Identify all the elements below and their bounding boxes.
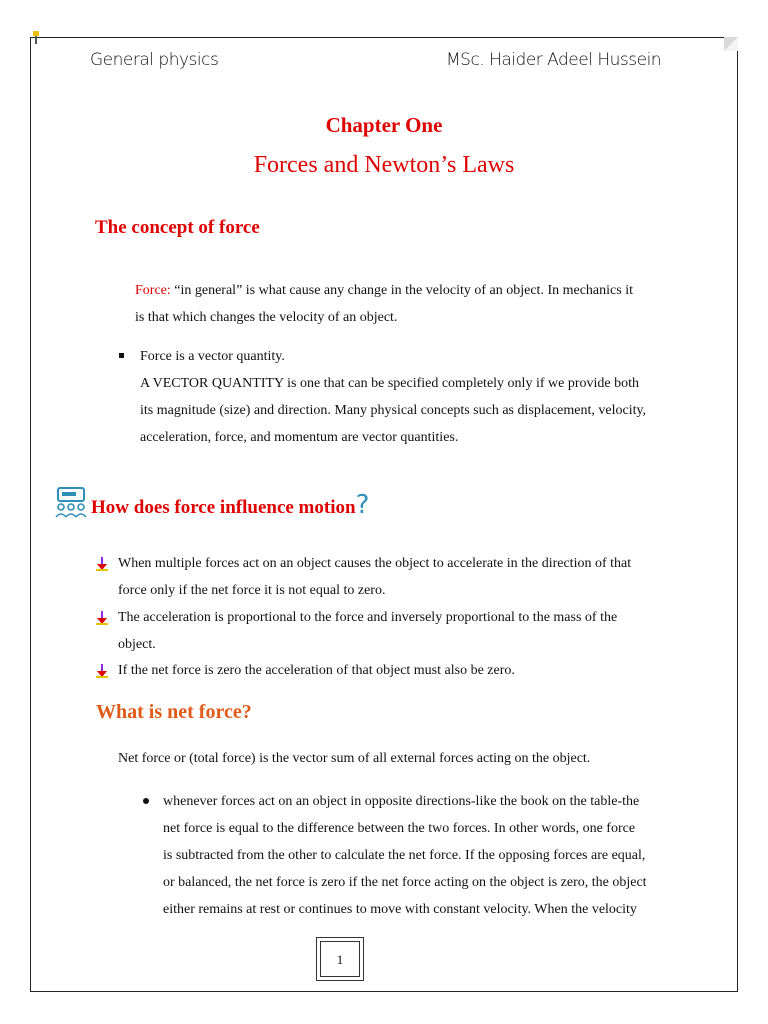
motion-item-1-line2: force only if the net force it is not equal to zero.	[118, 583, 386, 598]
arrow-bullet-icon	[96, 611, 108, 625]
vector-quantity-bullet	[140, 343, 680, 451]
net-force-line1: whenever forces act on an object in opposite directions-like the book on the table-the	[163, 794, 640, 809]
pin-icon	[32, 31, 40, 45]
header-course-title: General physics	[90, 50, 219, 70]
square-bullet	[119, 353, 124, 358]
chapter-title: Chapter One	[325, 113, 443, 137]
page-number: 1	[320, 941, 360, 977]
force-definition-line1: “in general” is what cause any change in the velocity of an object. In mechanics it	[170, 283, 633, 298]
page-curl-icon	[724, 37, 738, 51]
net-force-line5: either remains at rest or continues to move with constant velocity. When the velocity	[163, 902, 637, 917]
force-motion-heading-text: How does force influence motion	[91, 497, 356, 518]
section-heading-concept-of-force: The concept of force	[95, 217, 260, 238]
chapter-subtitle: Forces and Newton’s Laws	[253, 152, 515, 178]
vector-line3: its magnitude (size) and direction. Many physical concepts such as displacement, velocity,	[140, 403, 647, 418]
net-force-intro: Net force or (total force) is the vector sum of all external forces acting on the object.	[118, 751, 591, 766]
force-definition	[135, 277, 678, 331]
net-force-line2: net force is equal to the difference between the two forces. In other words, one force	[163, 821, 636, 836]
motion-item-1-line1: When multiple forces act on an object causes the object to accelerate in the direction of that	[118, 556, 632, 571]
arrow-bullet-icon	[96, 557, 108, 571]
net-force-line3: is subtracted from the other to calculate the net force. If the opposing forces are equal,	[163, 848, 646, 863]
motion-item-3-line1: If the net force is zero the acceleration of that object must also be zero.	[118, 663, 515, 678]
vector-line2: A VECTOR QUANTITY is one that can be specified completely only if we provide both	[140, 376, 639, 391]
net-force-line4: or balanced, the net force is zero if the net force acting on the object is zero, the object	[163, 875, 647, 890]
vector-line1: Force is a vector quantity.	[140, 349, 285, 364]
motion-item-3	[118, 657, 678, 684]
section-heading-force-motion	[91, 490, 369, 520]
question-mark-icon: ?	[355, 490, 370, 520]
section-heading-net-force: What is net force?	[96, 701, 252, 723]
motion-item-2-line1: The acceleration is proportional to the force and inversely proportional to the mass of the	[118, 610, 618, 625]
header-author: MSc. Haider Adeel Hussein	[446, 50, 662, 70]
vector-line4: acceleration, force, and momentum are vector quantities.	[140, 430, 459, 445]
motion-item-2	[118, 604, 678, 658]
people-presentation-icon	[54, 487, 88, 519]
force-label: Force:	[135, 283, 171, 298]
arrow-bullet-icon	[96, 664, 108, 678]
net-force-bullet	[163, 788, 678, 923]
round-bullet	[143, 798, 149, 804]
force-definition-line2: is that which changes the velocity of an object.	[135, 310, 398, 325]
motion-item-2-line2: object.	[118, 637, 156, 652]
motion-item-1	[118, 550, 678, 604]
